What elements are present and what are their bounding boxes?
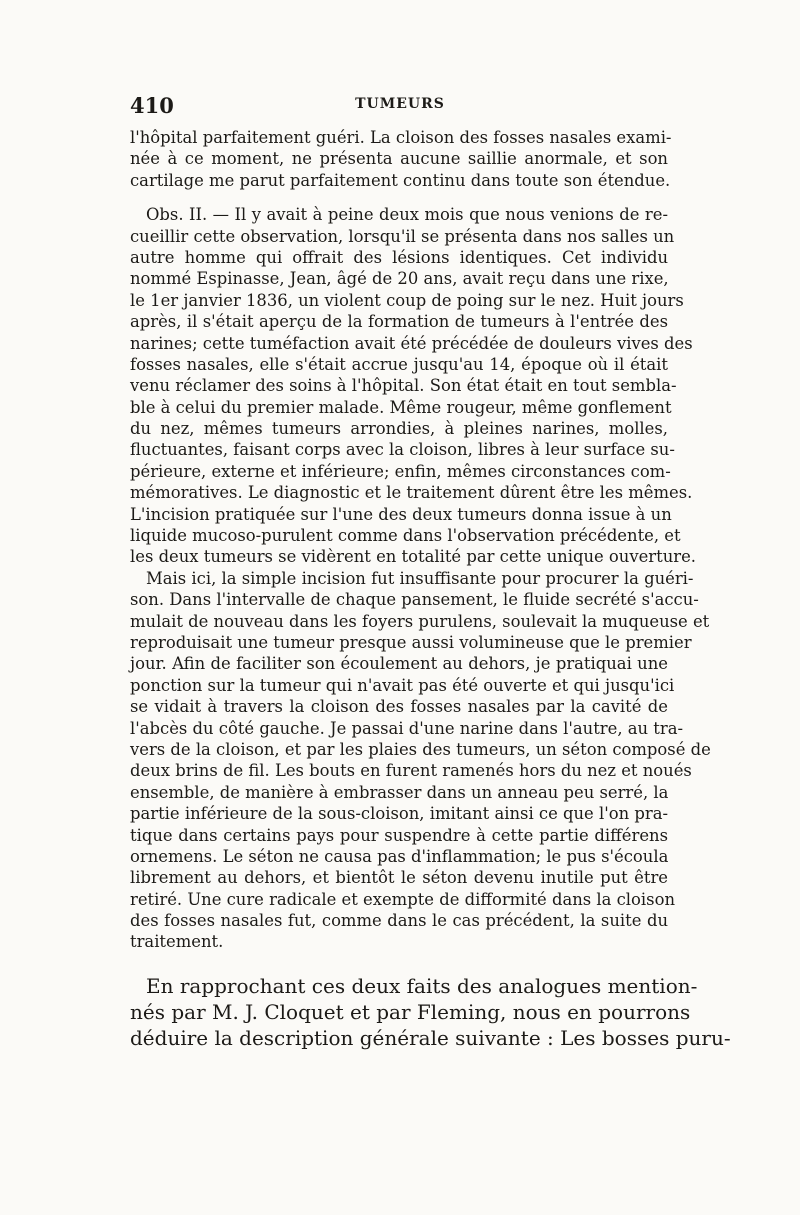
text-line: librement au dehors, et bientôt le séton devenu inutile put être xyxy=(130,868,668,888)
text-line: cartilage me parut parfaitement continu dans toute son étendue. xyxy=(130,170,671,190)
text-line: reproduisait une tumeur presque aussi volumineuse que le premier xyxy=(130,632,692,652)
text-line: mulait de nouveau dans les foyers purulens, soulevait la muqueuse et xyxy=(130,611,710,631)
text-line: narines; cette tuméfaction avait été précédée de douleurs vives des xyxy=(130,333,693,353)
text-line: ornemens. Le séton ne causa pas d'inflammation; le pus s'écoula xyxy=(130,846,669,866)
text-line: fosses nasales, elle s'était accrue jusqu'au 14, époque où il était xyxy=(130,354,668,374)
text-line: retiré. Une cure radicale et exempte de difformité dans la cloison xyxy=(130,889,675,909)
text-line: L'incision pratiquée sur l'une des deux tumeurs donna issue à un xyxy=(130,504,672,524)
text-line: l'hôpital parfaitement guéri. La cloison des fosses nasales exami- xyxy=(130,128,672,147)
text-line: ensemble, de manière à embrasser dans un anneau peu serré, la xyxy=(130,782,669,802)
text-line: deux brins de fil. Les bouts en furent ramenés hors du nez et noués xyxy=(130,761,692,781)
text-line: Obs. II. — Il y avait à peine deux mois que nous venions de re- xyxy=(146,205,668,225)
text-line: vers de la cloison, et par les plaies des tumeurs, un séton composé de xyxy=(130,739,711,759)
text-line: fluctuantes, faisant corps avec la cloison, libres à leur surface su- xyxy=(130,440,675,460)
paragraph-continuation xyxy=(130,127,672,191)
text-line: son. Dans l'intervalle de chaque pansement, le fluide secrété s'accu- xyxy=(130,590,699,610)
text-line: nés par M. J. Cloquet et par Fleming, nous en pourrons xyxy=(130,999,691,1024)
text-line: autre homme qui offrait des lésions identiques. Cet individu xyxy=(130,247,668,267)
text-line: périeure, externe et inférieure; enfin, mêmes circonstances com- xyxy=(130,461,671,481)
running-title: TUMEURS xyxy=(355,96,445,112)
page-body xyxy=(130,127,731,1051)
observation-ii xyxy=(130,204,711,953)
text-line: du nez, mêmes tumeurs arrondies, à pleines narines, molles, xyxy=(130,419,668,439)
running-head xyxy=(130,93,670,121)
text-line: se vidait à travers la cloison des fosses nasales par la cavité de xyxy=(130,697,668,717)
text-line: des fosses nasales fut, comme dans le cas précédent, la suite du xyxy=(130,911,668,931)
text-line: mémoratives. Le diagnostic et le traitement dûrent être les mêmes. xyxy=(130,483,693,503)
page-number: 410 xyxy=(130,93,174,118)
text-line: après, il s'était aperçu de la formation de tumeurs à l'entrée des xyxy=(130,312,668,332)
closing-paragraph xyxy=(130,973,731,1051)
text-line: tique dans certains pays pour suspendre à cette partie différens xyxy=(130,825,668,845)
text-line: venu réclamer des soins à l'hôpital. Son état était en tout sembla- xyxy=(130,376,677,396)
text-line: déduire la description générale suivante : Les bosses puru- xyxy=(130,1025,731,1050)
text-line: traitement. xyxy=(130,932,224,952)
text-line: En rapprochant ces deux faits des analogues mention- xyxy=(146,973,698,998)
text-line: le 1er janvier 1836, un violent coup de poing sur le nez. Huit jours xyxy=(130,290,684,310)
text-line: Mais ici, la simple incision fut insuffisante pour procurer la guéri- xyxy=(146,568,694,588)
text-line: les deux tumeurs se vidèrent en totalité par cette unique ouverture. xyxy=(130,547,697,567)
text-line: liquide mucoso-purulent comme dans l'observation précédente, et xyxy=(130,526,681,546)
text-line: partie inférieure de la sous-cloison, imitant ainsi ce que l'on pra- xyxy=(130,804,668,824)
text-line: jour. Afin de faciliter son écoulement au dehors, je pratiquai une xyxy=(130,654,668,674)
text-line: née à ce moment, ne présenta aucune saillie anormale, et son xyxy=(130,149,668,169)
text-line: l'abcès du côté gauche. Je passai d'une narine dans l'autre, au tra- xyxy=(130,718,684,738)
text-line: nommé Espinasse, Jean, âgé de 20 ans, avait reçu dans une rixe, xyxy=(130,269,669,289)
text-line: ponction sur la tumeur qui n'avait pas été ouverte et qui jusqu'ici xyxy=(130,675,675,695)
text-line: ble à celui du premier malade. Même rougeur, même gonflement xyxy=(130,397,672,417)
text-line: cueillir cette observation, lorsqu'il se présenta dans nos salles un xyxy=(130,226,675,246)
